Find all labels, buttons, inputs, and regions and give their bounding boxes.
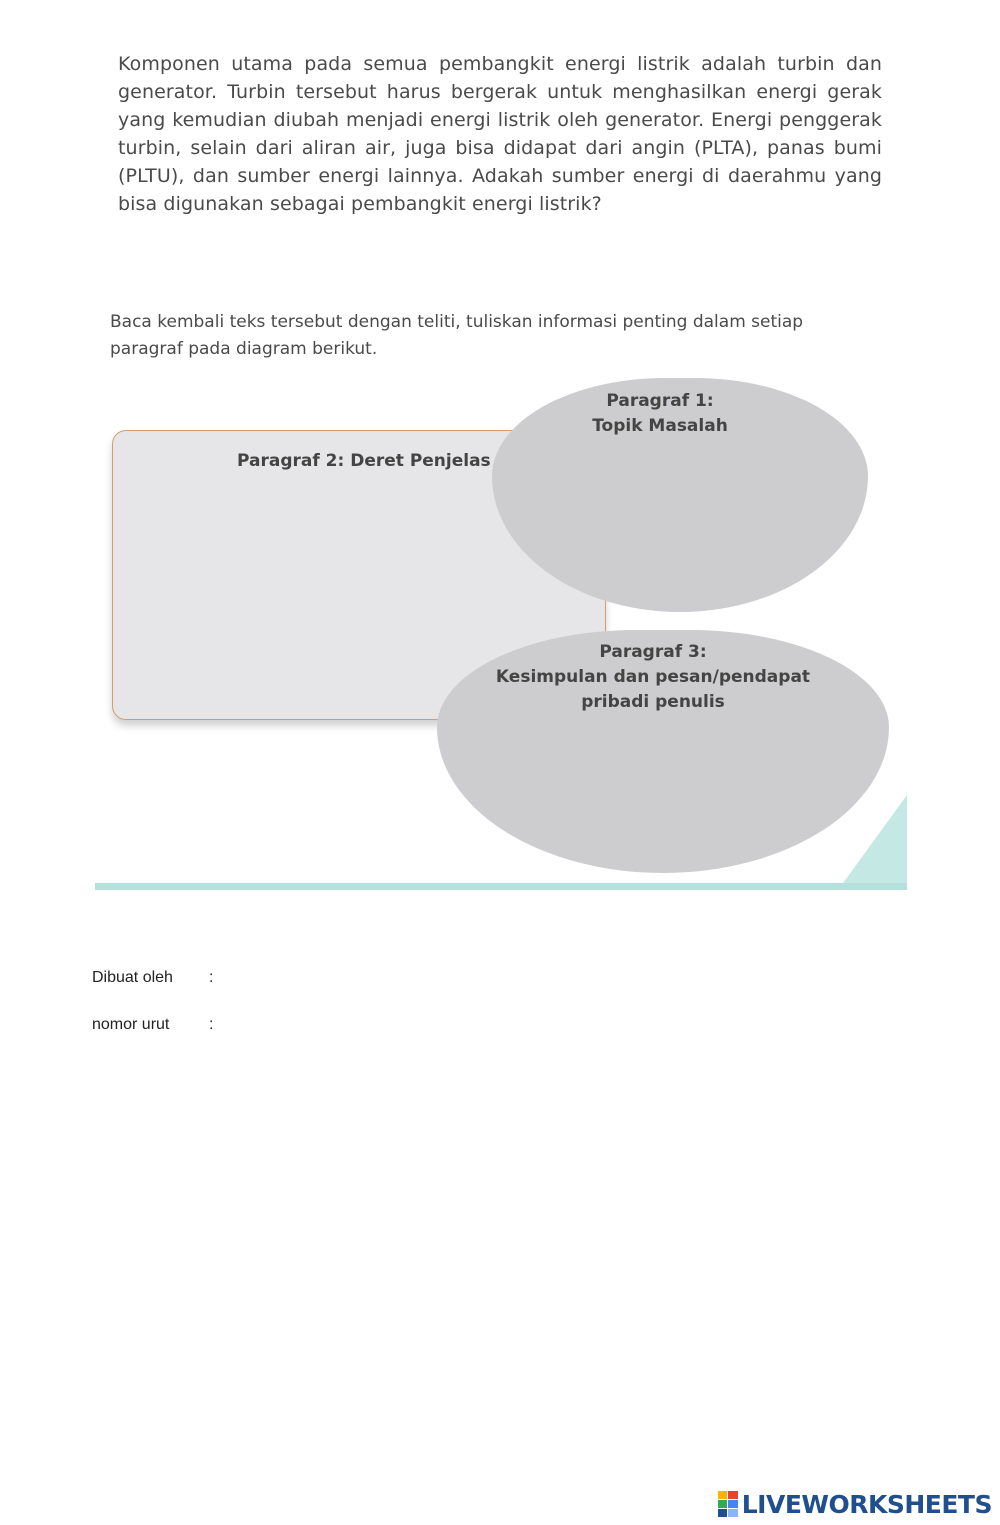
paragraph-2-label: Paragraf 2: Deret Penjelas (237, 451, 491, 471)
author-label: Dibuat oleh (92, 969, 173, 986)
author-field (92, 969, 214, 987)
paragraph-3-title: Paragraf 3: (599, 642, 707, 662)
paragraph-3-label (427, 640, 879, 715)
number-field (92, 1016, 214, 1034)
paragraph-1-label (472, 389, 848, 439)
paragraph-3-subtitle-1: Kesimpulan dan pesan/pendapat (495, 667, 811, 687)
liveworksheets-logo-icon (718, 1491, 738, 1517)
number-colon: : (209, 1016, 214, 1033)
paragraph-3-subtitle-2: pribadi penulis (581, 692, 725, 712)
reading-paragraph: Komponen utama pada semua pembangkit energi listrik adalah turbin dan generator. Turbin tersebut harus bergerak untuk menghasilkan energi gerak yang kemudian diubah menjadi energi listrik oleh generator. Energi penggerak turbin, selain dari aliran air, juga bisa didapat dari angin (PLTA), panas bumi (PLTU), dan sumber energi lainnya. Adakah sumber energi di daerahmu yang bisa digunakan sebagai pembangkit energi listrik? (118, 53, 882, 215)
paragraph-1-title: Paragraf 1: (606, 391, 714, 411)
instruction-text: Baca kembali teks tersebut dengan teliti, tuliskan informasi penting dalam setiap paragraf pada diagram berikut. (110, 312, 804, 359)
liveworksheets-text: LIVEWORKSHEETS (741, 1489, 992, 1519)
number-label: nomor urut (92, 1016, 170, 1033)
decorative-teal-bar (95, 883, 907, 890)
paragraph-3-blob (437, 630, 889, 873)
author-colon: : (209, 969, 214, 986)
liveworksheets-brand[interactable] (718, 1487, 992, 1521)
paragraph-1-subtitle: Topik Masalah (592, 416, 728, 436)
